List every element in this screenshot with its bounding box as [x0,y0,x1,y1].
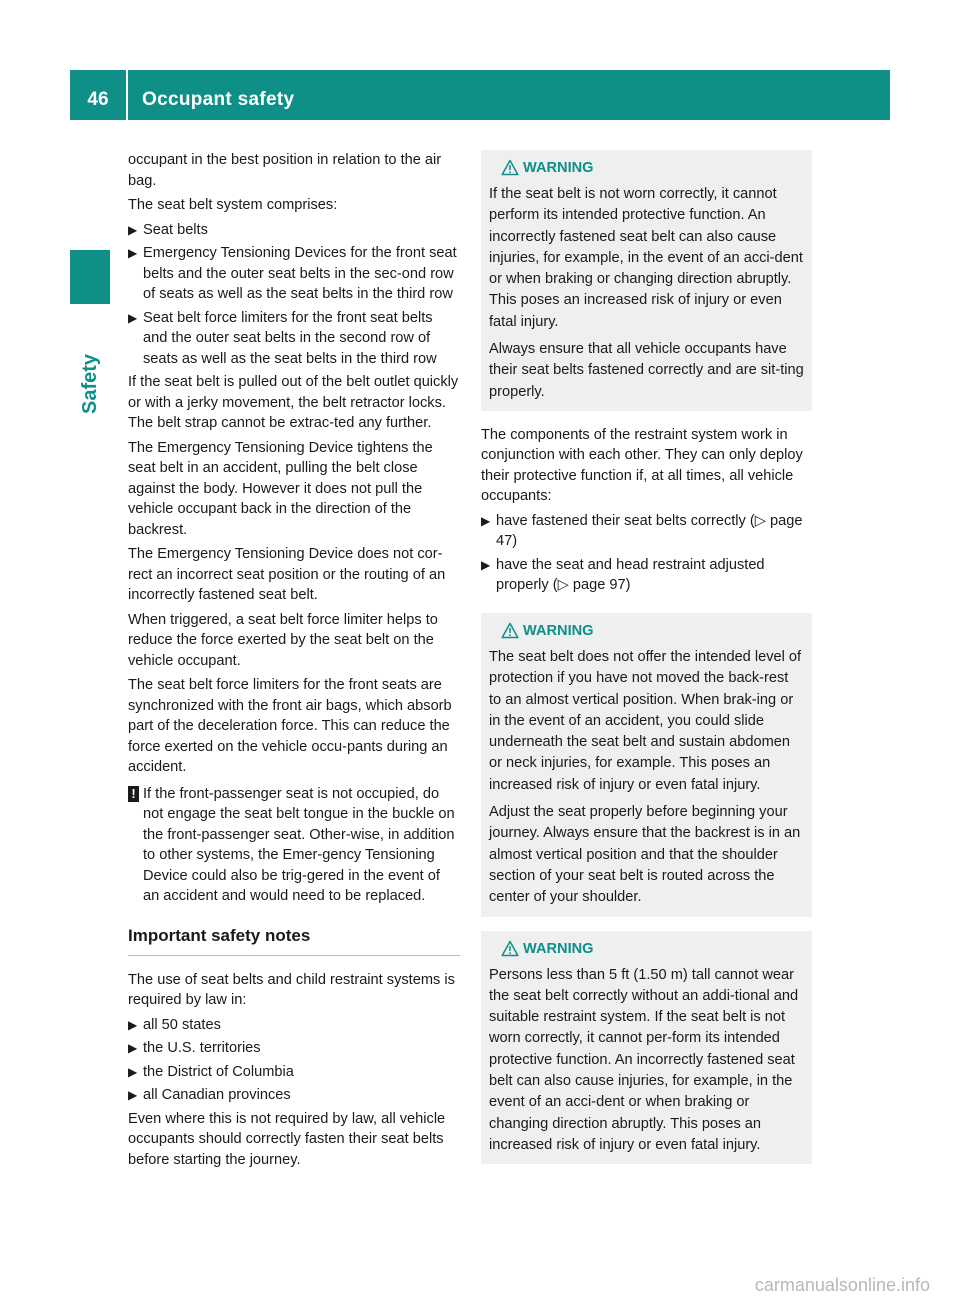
jurisdiction-list [128,1015,460,1106]
chapter-title: Occupant safety [142,89,295,110]
warning-heading: WARNING [489,621,804,641]
watermark: carmanualsonline.info [754,1275,930,1295]
warning-triangle-icon [501,940,519,957]
warning-text: The seat belt does not offer the intended level of protection if you have not moved the back-rest to an almost vertical position. When brak-ing or in the event of an accident, you could slide underneath the seat belt and sustain abdomen or neck injuries, for example. This poses an increased risk of injury or even fatal injury. [489,648,802,793]
page-header [70,70,890,120]
paragraph: The components of the restraint system work in conjunction with each other. They can only deploy their protective function if, at all times, all vehicle occupants: [481,426,803,505]
header-divider [126,70,128,120]
bullet-icon: ▶ [481,557,491,572]
list-item: ▶ the U.S. territories [128,1038,460,1059]
warning-triangle-icon [501,622,519,639]
bullet-icon: ▶ [128,1064,138,1079]
paragraph: The seat belt force limiters for the front seats are synchronized with the front air bags, which absorb part of the deceleration force. This can reduce the force exerted on the vehicle occu-pants during an accident. [128,677,452,775]
list-item: ▶ have the seat and head restraint adjusted properly (▷ page 97) [481,556,765,594]
paragraph: The seat belt system comprises: [128,197,338,213]
bullet-icon: ▶ [128,222,138,237]
section-heading: Important safety notes [128,925,460,956]
warning-box [481,613,812,917]
warning-heading: WARNING [489,158,804,178]
paragraph: The use of seat belts and child restraint systems is required by law in: [128,971,455,1008]
list-item: ▶ all Canadian provinces [128,1085,460,1106]
paragraph: When triggered, a seat belt force limiter helps to reduce the force exerted by the seat belt on the vehicle occupant. [128,611,438,669]
exclamation-icon: ! [128,786,139,802]
list-item: ▶ Emergency Tensioning Devices for the front seat belts and the outer seat belts in the sec-ond row of seats as well as the seat belts in the third row [128,245,457,302]
warning-text: If the seat belt is not worn correctly, it cannot perform its intended protective function. An incorrectly fastened seat belt can also cause injuries, for example, in the event of an acci-dent or when braking or changing direction abruptly. This poses an increased risk of injury or even fatal injury. [489,186,803,330]
list-item: ▶ Seat belts [128,220,460,241]
warning-text: Persons less than 5 ft (1.50 m) tall cannot wear the seat belt correctly without an addi-tional and suitable restraint system. If the seat belt is not worn correctly, it cannot per-form its intended protective function. An incorrectly fastened seat belt can also cause injuries, for example, in the event of an acci-dent or when braking or changing direction abruptly. This poses an increased risk of injury or even fatal injury. [489,966,799,1153]
right-column [481,150,812,1164]
occupant-requirements-list [481,511,812,596]
warning-heading: WARNING [489,939,804,959]
side-tab-marker [70,250,110,304]
paragraph: The Emergency Tensioning Device does not cor-rect an incorrect seat position or the routing of an incorrectly fastened seat belt. [128,546,446,603]
list-item: ▶ all 50 states [128,1015,460,1036]
bullet-icon: ▶ [128,1017,138,1032]
note-block [128,784,460,907]
list-item: ▶ Seat belt force limiters for the front seat belts and the outer seat belts in the second row of seats as well as the seat belts in the third row [128,309,437,367]
page-number: 46 [87,89,109,110]
warning-triangle-icon [501,159,519,176]
left-column [128,150,460,1174]
paragraph: Even where this is not required by law, all vehicle occupants should correctly fasten their seat belts before starting the journey. [128,1110,446,1168]
paragraph: occupant in the best position in relation to the air bag. [128,152,442,189]
bullet-icon: ▶ [481,513,491,528]
warning-box [481,150,812,411]
list-item: ▶ the District of Columbia [128,1062,460,1083]
paragraph: The Emergency Tensioning Device tightens the seat belt in an accident, pulling the belt close against the body. However it does not pull the vehicle occupant back in the direction of the backrest. [128,439,433,538]
warning-text: Adjust the seat properly before beginning your journey. Always ensure that the backrest is in an almost vertical position and that the shoulder section of your seat belt is routed across the center of your shoulder. [489,804,801,906]
list-item: ▶ have fastened their seat belts correctly (▷ page 47) [481,512,803,550]
bullet-icon: ▶ [128,246,138,260]
bullet-icon: ▶ [128,310,138,325]
paragraph: If the seat belt is pulled out of the belt outlet quickly or with a jerky movement, the belt retractor locks. The belt strap cannot be extrac-ted any further. [128,374,459,431]
seat-belt-system-list [128,220,460,370]
bullet-icon: ▶ [128,1041,138,1055]
note-text: If the front-passenger seat is not occupied, do not engage the seat belt tongue in the buckle on the front-passenger seat. Other-wise, in addition to other systems, the Emer-gency Tensioning Device could also be trig-gered in the event of an accident and would need to be replaced. [143,785,455,904]
bullet-icon: ▶ [128,1088,138,1102]
warning-text: Always ensure that all vehicle occupants have their seat belts fastened correctly and are sit-ting properly. [489,341,804,400]
warning-box [481,931,812,1165]
side-tab-label: Safety [79,353,101,414]
